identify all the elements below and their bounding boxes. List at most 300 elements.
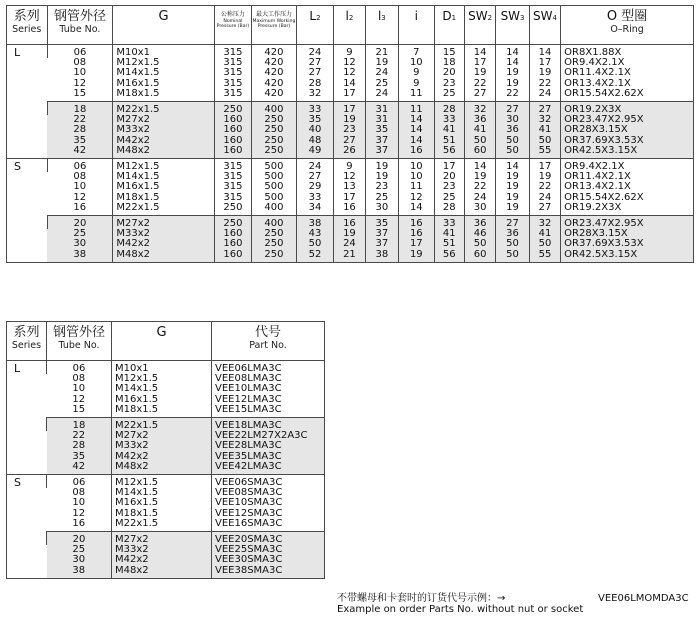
thread-cell: M12x1.5 [113,58,214,68]
l2-cell: 24 [296,159,333,173]
table-row [7,203,694,216]
tube-no-cell: 18 [47,102,113,116]
thread-cell: M33x2 [113,125,214,135]
thread-cell: M18x1.5 [112,509,212,519]
table-row [7,159,694,173]
thread-cell: M22x1.5 [113,203,214,216]
oring-cell: OR9.4X2.1X [561,58,694,68]
nominal-pressure-header: 公称压力 Nominal Pressure (Bar) [214,6,251,45]
sw2-cell: 19 [464,68,495,78]
sw4-cell: 19 [529,68,560,78]
l3-cell: 38 [365,250,398,263]
part-no-cell: VEE35LMA3C [212,452,325,462]
thread-cell: M48x2 [113,146,214,159]
sw2-cell: 22 [464,79,495,89]
l2-lower-cell: 12 [334,68,365,78]
series-cell: L [7,361,47,418]
nominal-pressure-cell: 315 [214,58,251,68]
i-cell: 16 [399,146,434,159]
l3-header: l3 [365,6,398,45]
l2-lower-header: l2 [334,6,365,45]
max-pressure-cell: 420 [252,89,297,102]
nominal-pressure-cell: 250 [214,203,251,216]
table-row [7,361,325,375]
l3-cell: 19 [365,159,398,173]
row-group [7,361,325,418]
oring-cell: OR37.69X3.53X [561,239,694,249]
sw4-header: SW4 [529,6,560,45]
series-cell [7,532,47,579]
l3-cell: 31 [365,115,398,125]
d1-cell: 41 [434,229,464,239]
series-cell: S [7,475,47,532]
tube-no-cell: 35 [73,134,87,146]
table-row [7,45,694,59]
l2-cell: 40 [296,125,333,135]
table-row [7,102,694,116]
max-pressure-cell: 400 [252,203,297,216]
sw3-cell: 19 [496,79,529,89]
sw4-cell: 41 [529,125,560,135]
oring-cell: OR23.47X2.95X [561,216,694,230]
thread-cell: M16x1.5 [112,395,212,405]
i-cell: 16 [399,229,434,239]
series-cell: L [7,45,48,102]
sw2-cell: 14 [464,159,495,173]
thread-cell: M18x1.5 [113,193,214,203]
nominal-pressure-cell: 315 [214,172,251,182]
l2-cell: 32 [296,89,333,102]
table-row [7,89,694,102]
l2-cell: 50 [296,239,333,249]
sw4-cell: 22 [529,79,560,89]
sw4-cell: 27 [529,203,560,216]
sw2-cell: 30 [464,203,495,216]
l3-cell: 19 [365,172,398,182]
series-header: 系列 Series [7,6,48,45]
max-pressure-cell: 250 [252,239,297,249]
header-row [7,6,694,45]
i-cell: 9 [399,79,434,89]
l3-cell: 37 [365,239,398,249]
l2-cell: 49 [296,146,333,159]
i-cell: 19 [399,250,434,263]
tube-no-cell: 20 [47,532,112,546]
i-cell: 11 [399,102,434,116]
tube-header: 钢管外径 Tube No. [47,6,113,45]
tube-no-cell: 08 [73,171,87,183]
l2-lower-cell: 26 [334,146,365,159]
part-no-cell: VEE42LMA3C [212,462,325,475]
part-no-cell: VEE25SMA3C [212,545,325,555]
l3-cell: 30 [365,203,398,216]
d1-cell: 17 [434,159,464,173]
tube-no-cell: 10 [73,181,87,193]
series-header: 系列 Series [7,322,47,361]
max-pressure-cell: 420 [252,79,297,89]
d1-cell: 51 [434,136,464,146]
max-pressure-cell: 250 [252,125,297,135]
order-example-code: VEE06LMOMDA3C [598,593,689,604]
i-cell: 14 [399,115,434,125]
tube-no-cell: 22 [73,114,87,126]
sw2-cell: 22 [464,182,495,192]
l2-lower-cell: 12 [334,58,365,68]
max-pressure-cell: 420 [252,68,297,78]
oring-cell: OR9.4X2.1X [561,159,694,173]
d1-cell: 20 [434,68,464,78]
oring-cell: OR11.4X2.1X [561,172,694,182]
nominal-pressure-cell: 160 [214,136,251,146]
row-group [7,532,325,579]
tube-no-cell: 06 [47,159,113,173]
l3-cell: 19 [365,58,398,68]
oring-cell: OR15.54X2.62X [561,89,694,102]
i-cell: 11 [399,182,434,192]
l2-header: L2 [296,6,333,45]
part-no-cell: VEE16SMA3C [212,519,325,532]
series-cell [7,102,48,159]
l2-lower-cell: 21 [334,250,365,263]
sw3-cell: 19 [496,193,529,203]
l2-lower-cell: 9 [334,45,365,59]
sw3-cell: 19 [496,172,529,182]
tube-no-cell: 38 [72,564,86,576]
max-pressure-cell: 400 [252,216,297,230]
l2-lower-cell: 19 [334,229,365,239]
table-row [7,519,325,532]
header-row [7,322,325,361]
oring-cell: OR23.47X2.95X [561,115,694,125]
nominal-pressure-cell: 160 [214,239,251,249]
oring-cell: OR19.2X3X [561,203,694,216]
oring-cell: OR28X3.15X [561,229,694,239]
sw3-cell: 27 [496,102,529,116]
tube-no-cell: 06 [47,361,112,375]
thread-cell: M33x2 [112,441,212,451]
sw2-header: SW2 [464,6,495,45]
thread-cell: M27x2 [113,216,214,230]
sw3-cell: 19 [496,68,529,78]
sw4-cell: 32 [529,115,560,125]
l2-cell: 27 [296,68,333,78]
sw2-cell: 24 [464,193,495,203]
oring-cell: OR13.4X2.1X [561,182,694,192]
part-no-cell: VEE38SMA3C [212,566,325,579]
tube-no-cell: 08 [73,57,87,69]
sw3-cell: 36 [496,125,529,135]
tube-no-cell: 38 [73,248,87,260]
nominal-pressure-cell: 160 [214,125,251,135]
part-no-cell: VEE20SMA3C [212,532,325,546]
sw4-cell: 17 [529,58,560,68]
i-cell: 14 [399,203,434,216]
i-cell: 16 [399,216,434,230]
thread-cell: M16x1.5 [113,79,214,89]
sw3-cell: 50 [496,146,529,159]
thread-cell: M48x2 [112,566,212,579]
nominal-pressure-cell: 160 [214,146,251,159]
sw3-cell: 50 [496,250,529,263]
part-no-cell: VEE08SMA3C [212,488,325,498]
l2-lower-cell: 24 [334,239,365,249]
sw2-cell: 19 [464,172,495,182]
table-row [7,532,325,546]
l3-cell: 35 [365,216,398,230]
thread-cell: M14x1.5 [113,172,214,182]
oring-cell: OR42.5X3.15X [561,146,694,159]
tube-no-cell: 12 [73,191,87,203]
thread-cell: M42x2 [112,555,212,565]
max-pressure-cell: 420 [252,45,297,59]
thread-cell: M42x2 [112,452,212,462]
l2-cell: 27 [296,172,333,182]
tube-no-cell: 25 [72,544,86,556]
thread-cell: M22x1.5 [112,519,212,532]
i-header: i [399,6,434,45]
l2-lower-cell: 17 [334,89,365,102]
max-pressure-cell: 500 [252,193,297,203]
nominal-pressure-cell: 160 [214,250,251,263]
d1-cell: 20 [434,172,464,182]
d1-cell: 41 [434,125,464,135]
i-cell: 10 [399,159,434,173]
thread-cell: M27x2 [112,532,212,546]
table-row [7,566,325,579]
tube-no-cell: 28 [73,124,87,136]
nominal-pressure-cell: 315 [214,182,251,192]
d1-cell: 56 [434,250,464,263]
l3-cell: 23 [365,182,398,192]
sw4-cell: 27 [529,102,560,116]
sw4-cell: 50 [529,239,560,249]
max-pressure-cell: 420 [252,58,297,68]
part-no-cell: VEE18LMA3C [212,418,325,432]
oring-cell: OR11.4X2.1X [561,68,694,78]
l3-cell: 35 [365,125,398,135]
l2-cell: 29 [296,182,333,192]
row-group [7,159,694,216]
part-no-cell: VEE08LMA3C [212,374,325,384]
d1-header: D1 [434,6,464,45]
tube-no-cell: 10 [73,67,87,79]
l2-cell: 38 [296,216,333,230]
nominal-pressure-cell: 315 [214,159,251,173]
nominal-pressure-cell: 315 [214,45,251,59]
l2-cell: 43 [296,229,333,239]
thread-cell: M14x1.5 [113,68,214,78]
tube-no-cell: 25 [73,228,87,240]
d1-cell: 23 [434,79,464,89]
sw4-cell: 22 [529,182,560,192]
l2-lower-cell: 14 [334,79,365,89]
i-cell: 7 [399,45,434,59]
tube-no-cell: 12 [73,77,87,89]
l2-cell: 48 [296,136,333,146]
l2-cell: 33 [296,193,333,203]
l3-cell: 25 [365,79,398,89]
order-example-note-en: Example on order Parts No. without nut or socket [337,604,584,615]
tube-no-cell: 35 [72,450,86,462]
tube-no-cell: 18 [47,418,112,432]
max-pressure-cell: 500 [252,182,297,192]
d1-cell: 28 [434,203,464,216]
l2-cell: 33 [296,102,333,116]
part-no-cell: VEE06LMA3C [212,361,325,375]
nominal-pressure-cell: 160 [214,229,251,239]
thread-cell: M18x1.5 [113,89,214,102]
table-row [7,216,694,230]
max-pressure-cell: 250 [252,229,297,239]
sw4-cell: 50 [529,136,560,146]
sw2-cell: 36 [464,216,495,230]
tube-no-cell: 30 [73,238,87,250]
l2-lower-cell: 16 [334,216,365,230]
l2-cell: 24 [296,45,333,59]
sw3-cell: 36 [496,229,529,239]
l2-cell: 27 [296,58,333,68]
series-cell [7,418,47,475]
sw3-cell: 50 [496,136,529,146]
thread-cell: M12x1.5 [112,475,212,489]
row-group [7,102,694,159]
sw4-cell: 17 [529,159,560,173]
tube-no-cell: 08 [72,487,86,499]
d1-cell: 25 [434,89,464,102]
thread-cell: M48x2 [112,462,212,475]
sw3-cell: 30 [496,115,529,125]
tube-no-cell: 20 [47,216,113,230]
series-cell: S [7,159,48,216]
table-row [7,146,694,159]
sw3-header: SW3 [496,6,529,45]
sw4-cell: 24 [529,193,560,203]
i-cell: 10 [399,58,434,68]
l3-cell: 37 [365,146,398,159]
sw3-cell: 14 [496,159,529,173]
l2-lower-cell: 16 [334,203,365,216]
sw2-cell: 32 [464,102,495,116]
max-pressure-cell: 250 [252,136,297,146]
d1-cell: 33 [434,115,464,125]
l2-lower-cell: 9 [334,159,365,173]
l3-cell: 31 [365,102,398,116]
sw4-cell: 14 [529,45,560,59]
i-cell: 9 [399,68,434,78]
thread-cell: M12x1.5 [112,374,212,384]
nominal-pressure-cell: 250 [214,216,251,230]
i-cell: 10 [399,172,434,182]
sw2-cell: 17 [464,58,495,68]
tube-no-cell: 22 [72,430,86,442]
i-cell: 14 [399,125,434,135]
l2-lower-cell: 17 [334,102,365,116]
tube-no-cell: 10 [72,497,86,509]
sw2-cell: 60 [464,250,495,263]
part-no-cell: VEE06SMA3C [212,475,325,489]
thread-header: G [112,322,212,361]
sw2-cell: 50 [464,239,495,249]
part-no-cell: VEE10LMA3C [212,384,325,394]
l3-cell: 37 [365,229,398,239]
l2-lower-cell: 19 [334,115,365,125]
thread-cell: M33x2 [112,545,212,555]
part-no-cell: VEE22LM27X2A3C [212,431,325,441]
d1-cell: 15 [434,45,464,59]
sw4-cell: 24 [529,89,560,102]
l3-cell: 24 [365,89,398,102]
tube-no-cell: 15 [73,87,87,99]
max-pressure-cell: 250 [252,146,297,159]
max-pressure-cell: 250 [252,250,297,263]
l2-lower-cell: 17 [334,193,365,203]
part-no-cell: VEE15LMA3C [212,405,325,418]
d1-cell: 51 [434,239,464,249]
thread-cell: M10x1 [112,361,212,375]
tube-no-cell: 06 [47,475,112,489]
l2-cell: 52 [296,250,333,263]
part-no-cell: VEE28LMA3C [212,441,325,451]
l2-cell: 34 [296,203,333,216]
sw2-cell: 46 [464,229,495,239]
tube-no-cell: 06 [47,45,113,59]
sw2-cell: 14 [464,45,495,59]
tube-no-cell: 28 [72,440,86,452]
thread-header: G [113,6,214,45]
thread-cell: M10x1 [113,45,214,59]
d1-cell: 56 [434,146,464,159]
sw3-cell: 27 [496,216,529,230]
oring-cell: OR42.5X3.15X [561,250,694,263]
dimensions-table [6,5,694,263]
l3-cell: 25 [365,193,398,203]
nominal-pressure-cell: 315 [214,193,251,203]
oring-cell: OR13.4X2.1X [561,79,694,89]
max-pressure-cell: 250 [252,115,297,125]
part-no-cell: VEE10SMA3C [212,498,325,508]
i-cell: 11 [399,89,434,102]
thread-cell: M48x2 [113,250,214,263]
oring-cell: OR28X3.15X [561,125,694,135]
sw4-cell: 32 [529,216,560,230]
l2-lower-cell: 13 [334,182,365,192]
tube-no-cell: 16 [72,517,86,529]
part-number-table [6,321,325,579]
sw3-cell: 50 [496,239,529,249]
i-cell: 14 [399,136,434,146]
sw2-cell: 50 [464,136,495,146]
table-row [7,475,325,489]
thread-cell: M33x2 [113,229,214,239]
table-row [7,250,694,263]
l2-lower-cell: 27 [334,136,365,146]
tube-no-cell: 10 [72,383,86,395]
tube-no-cell: 12 [72,507,86,519]
row-group [7,216,694,263]
sw4-cell: 19 [529,172,560,182]
l3-cell: 37 [365,136,398,146]
thread-cell: M22x1.5 [113,102,214,116]
max-pressure-cell: 500 [252,159,297,173]
i-cell: 12 [399,193,434,203]
max-pressure-header: 最大工作压力 Maximum Working Pressure (Bar) [252,6,297,45]
row-group [7,418,325,475]
part-no-cell: VEE12LMA3C [212,395,325,405]
d1-cell: 18 [434,58,464,68]
i-cell: 17 [399,239,434,249]
part-no-cell: VEE12SMA3C [212,509,325,519]
nominal-pressure-cell: 250 [214,102,251,116]
